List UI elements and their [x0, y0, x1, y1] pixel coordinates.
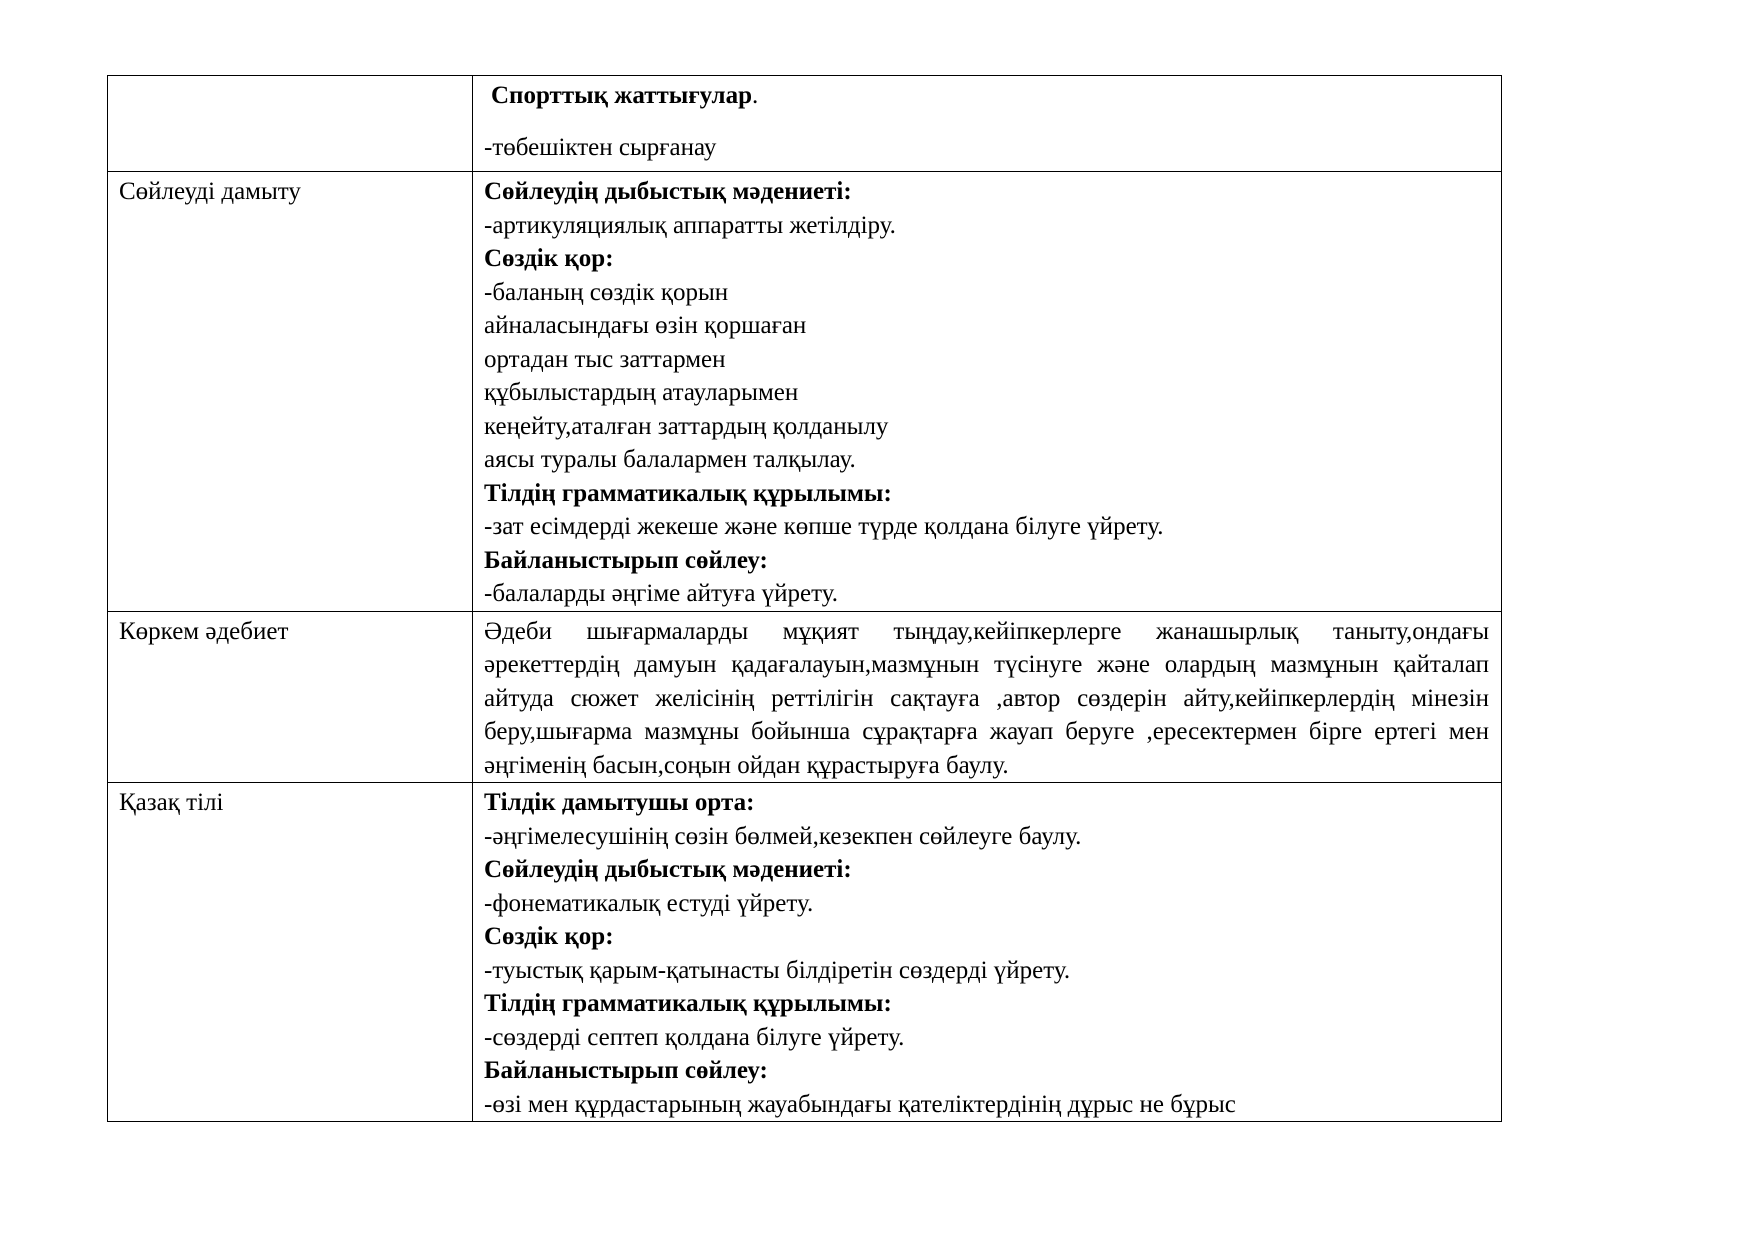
section-heading: Сөйлеудің дыбыстық мәдениеті:: [484, 856, 852, 883]
area-cell: [108, 611, 473, 783]
content-line: -зат есімдерді жекеше және көпше түрде қолдана білуге үйрету.: [484, 513, 1164, 540]
content-cell: [473, 611, 1502, 783]
content-line: аясы туралы балалармен талқылау.: [484, 446, 856, 473]
content-cell: [473, 783, 1502, 1122]
content-line: құбылыстардың атауларымен: [484, 379, 799, 406]
sport-heading: [484, 79, 1489, 113]
sport-heading-text: Спорттық жаттығулар: [491, 82, 752, 109]
section-heading: Сөйлеудің дыбыстық мәдениеті:: [484, 178, 852, 205]
section-heading: Сөздік қор:: [484, 923, 614, 950]
content-line: -фонематикалық естуді үйрету.: [484, 889, 814, 917]
sport-item: -төбешіктен сырғанау: [484, 133, 717, 161]
area-name: Сөйлеуді дамыту: [119, 178, 301, 205]
spacer: [484, 113, 1489, 131]
area-name: Көркем әдебиет: [119, 617, 289, 645]
section-heading: Байланыстырып сөйлеу:: [484, 546, 768, 574]
section-heading: Тілдің грамматикалық құрылымы:: [484, 990, 892, 1017]
content-line: ортадан тыс заттармен: [484, 345, 726, 373]
section-heading: Тілдің грамматикалық құрылымы:: [484, 479, 892, 507]
content-line: -сөздерді септеп қолдана білуге үйрету.: [484, 1023, 905, 1051]
section-heading: Байланыстырып сөйлеу:: [484, 1057, 768, 1084]
content-line: -баланың сөздік қорын: [484, 278, 729, 306]
literature-paragraph: Әдеби шығармаларды мұқият тыңдау,кейіпкерлерге жанашырлық таныту,ондағы әрекеттердің дамуын қадағалауын,мазмұнын түсінуге және олардың мазмұнын қайталап айтуда сюжет желісінің реттілігін сақтауға ,автор сөздерін айту,кейіпкерлердің мінезін беру,шығарма мазмұны бойынша сұрақтарға жауап беруге ,ересектермен бірге ертегі мен әңгіменің басын,соңын ойдан құрастыруға баулу.: [484, 617, 1489, 779]
curriculum-table: [107, 75, 1502, 1122]
content-line: -артикуляциялық аппаратты жетілдіру.: [484, 211, 896, 239]
section-heading: Тілдік дамытушы орта:: [484, 789, 755, 816]
table-row-literature: [108, 611, 1502, 783]
area-cell: [108, 172, 473, 612]
content-line: -өзі мен құрдастарының жауабындағы қателіктердінің дұрыс не бұрыс: [484, 1090, 1236, 1118]
content-line: кеңейту,аталған заттардың қолданылу: [484, 412, 889, 440]
area-cell: [108, 783, 473, 1122]
content-line: -балаларды әңгіме айтуға үйрету.: [484, 580, 838, 607]
sport-heading-period: .: [752, 82, 759, 109]
content-cell: [473, 76, 1502, 172]
table-row-kazakh: [108, 783, 1502, 1122]
table-row-sport: [108, 76, 1502, 172]
content-line: айналасындағы өзін қоршаған: [484, 312, 807, 339]
content-line: -туыстық қарым-қатынасты білдіретін сөздерді үйрету.: [484, 956, 1071, 984]
area-name: Қазақ тілі: [119, 789, 224, 816]
content-line: -әңгімелесушінің сөзін бөлмей,кезекпен сөйлеуге баулу.: [484, 822, 1082, 850]
section-heading: Сөздік қор:: [484, 245, 614, 272]
area-cell: [108, 76, 473, 172]
content-cell: [473, 172, 1502, 612]
table-row-speech: [108, 172, 1502, 612]
area-name: [108, 76, 472, 79]
